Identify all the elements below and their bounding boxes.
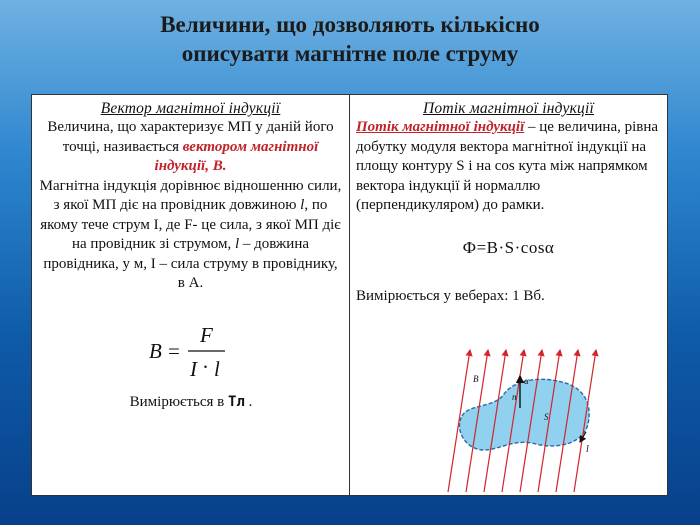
left-p1-highlight: вектором магнітної індукції, В. xyxy=(154,138,319,174)
right-measure: Вимірюється у веберах: 1 Вб. xyxy=(356,288,545,304)
right-heading: Потік магнітної індукції xyxy=(423,100,594,117)
left-column xyxy=(32,95,350,495)
label-alpha: α xyxy=(524,376,529,386)
formula-equals: = xyxy=(168,339,180,363)
right-p1-highlight: Потік магнітної індукції xyxy=(356,119,525,135)
right-p1-text: – це величина, рівна добутку модуля вектора магнітної індукції на площу контуру S і на cos кута між напрямком вектора індукції й нормаллю (перпендикуляром) до рамки. xyxy=(356,119,659,213)
left-paragraph-1 xyxy=(38,118,343,177)
label-B: B xyxy=(473,374,479,384)
right-column xyxy=(350,95,667,495)
left-p1-text: Величина, що характеризує МП у даній його точці, називається xyxy=(47,119,334,155)
formula-B: B xyxy=(149,339,162,363)
left-measure xyxy=(32,393,350,413)
left-p2-text-b: , по якому тече струм І, де F- це сила, з якої МП діє на провідник зі струмом, xyxy=(40,197,341,252)
flux-formula: Ф=В·S·cosα xyxy=(462,237,555,257)
label-S: S xyxy=(544,412,549,422)
left-p2-l2: l xyxy=(234,236,240,252)
induction-formula xyxy=(32,320,350,382)
page-title xyxy=(0,10,700,68)
left-measure-end: . xyxy=(244,394,253,410)
left-paragraph-2 xyxy=(38,177,343,294)
flux-diagram xyxy=(440,346,602,494)
label-l: l xyxy=(586,444,589,455)
formula-I: I xyxy=(190,357,197,381)
left-measure-text: Вимірюється в xyxy=(129,394,228,410)
label-n: n xyxy=(512,392,517,402)
title-line-2: описувати магнітне поле струму xyxy=(181,41,519,66)
tesla-unit: Тл xyxy=(228,394,245,410)
left-p2-text-c: – довжина провідника, у м, І – сила струму в провіднику, в А. xyxy=(43,236,338,291)
left-p2-l: l xyxy=(300,197,305,213)
left-heading: Вектор магнітної індукції xyxy=(100,100,281,117)
title-line-1: Величини, що дозволяють кількісно xyxy=(160,12,540,37)
content-table xyxy=(31,94,668,496)
left-p2-text-a: Магнітна індукція дорівнює відношенню сили, з якої МП діє на провідник довжиною xyxy=(39,177,342,213)
formula-dot: · xyxy=(202,355,209,379)
right-paragraph-1 xyxy=(356,118,661,216)
formula-l: l xyxy=(214,357,220,381)
formula-F: F xyxy=(200,323,213,347)
